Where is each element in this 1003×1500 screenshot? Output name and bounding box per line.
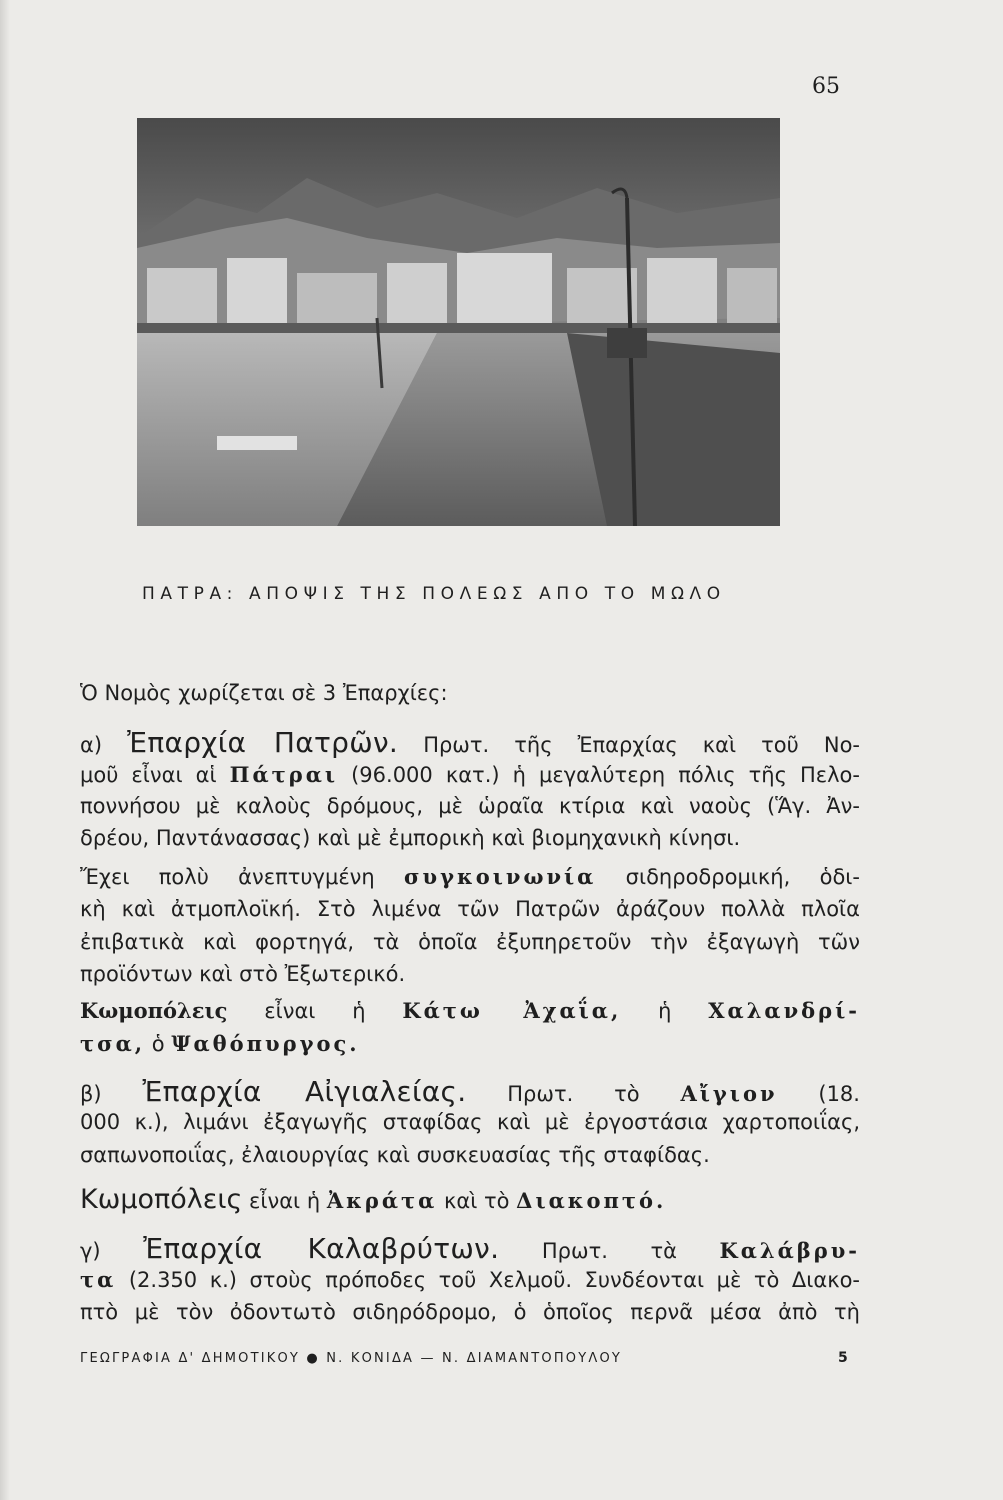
prefecture-b-heading: Ἐπαρχία Αἰγιαλείας. <box>142 1075 467 1108</box>
prefecture-a-towns-line-1: Κωμοπόλεις εἶναι ἡ Κάτω Ἀχαΐα, ἡ Χαλανδρί- <box>80 998 860 1023</box>
prefecture-b-line-1: β) Ἐπαρχία Αἰγιαλείας. Πρωτ. τὸ Αἴγιον (18. <box>80 1075 860 1108</box>
prefecture-a-line-8: προϊόντων καὶ στὸ Ἐξωτερικό. <box>80 962 406 986</box>
prefecture-a-line-3: ποννήσου μὲ καλοὺς δρόμους, μὲ ὡραῖα κτίρια καὶ ναοὺς (Ἅγ. Ἀν- <box>80 794 860 818</box>
prefecture-b-line-3: σαπωνοποιΐας, ἐλαιουργίας καὶ συσκευασίας τῆς σταφίδας. <box>80 1143 710 1167</box>
page-number: 65 <box>812 74 840 99</box>
prefecture-a-line-6: κὴ καὶ ἀτμοπλοϊκή. Στὸ λιμένα τῶν Πατρῶν ἀράζουν πολλὰ πλοῖα <box>80 897 860 921</box>
prefecture-b-towns-line: Κωμοπόλεις εἶναι ἡ Ἀκράτα καὶ τὸ Διακοπτό. <box>80 1184 667 1215</box>
prefecture-a-towns-line-2: τσα, ὁ Ψαθόπυργος. <box>80 1031 360 1056</box>
prefecture-a-line-7: ἐπιβατικὰ καὶ φορτηγά, τὰ ὁποῖα ἐξυπηρετοῦν τὴν ἐξαγωγὴ τῶν <box>80 930 860 954</box>
prefecture-c-line-2: τα (2.350 κ.) στοὺς πρόποδες τοῦ Χελμοῦ. Συνδέονται μὲ τὸ Διακο- <box>80 1267 860 1292</box>
photo-caption: ΠΑΤΡΑ: ΑΠΟΨΙΣ ΤΗΣ ΠΟΛΕΩΣ ΑΠΟ ΤΟ ΜΩΛΟ <box>142 584 726 604</box>
signature-mark: 5 <box>838 1350 848 1366</box>
prefecture-a-line-2: μοῦ εἶναι αἱ Πάτραι (96.000 κατ.) ἡ μεγαλύτερη πόλις τῆς Πελο- <box>80 762 860 787</box>
prefecture-b-line-2: 000 κ.), λιμάνι ἐξαγωγῆς σταφίδας καὶ μὲ ἐργοστάσια χαρτοποιΐας, <box>80 1110 860 1134</box>
prefecture-a-line-1: α) Ἐπαρχία Πατρῶν. Πρωτ. τῆς Ἐπαρχίας καὶ τοῦ Νο- <box>80 726 860 759</box>
intro-line: Ὁ Νομὸς χωρίζεται σὲ 3 Ἐπαρχίες: <box>80 681 448 705</box>
page-edge <box>0 0 10 1500</box>
prefecture-a-line-4: δρέου, Παντάνασσας) καὶ μὲ ἐμπορικὴ καὶ βιομηχανικὴ κίνησι. <box>80 826 741 850</box>
prefecture-c-line-3: πτὸ μὲ τὸν ὀδοντωτὸ σιδηρόδρομο, ὁ ὁποῖος περνᾶ μέσα ἀπὸ τὴ <box>80 1300 860 1324</box>
patras-harbor-photo <box>137 118 780 526</box>
prefecture-c-heading: Ἐπαρχία Καλαβρύτων. <box>143 1232 500 1265</box>
prefecture-a-line-5: Ἔχει πολὺ ἀνεπτυγμένη συγκοινωνία σιδηροδρομική, ὁδι- <box>80 864 860 889</box>
prefecture-a-heading: Ἐπαρχία Πατρῶν. <box>127 726 399 759</box>
prefecture-c-line-1: γ) Ἐπαρχία Καλαβρύτων. Πρωτ. τὰ Καλάβρυ- <box>80 1232 860 1265</box>
footer-credits: ΓΕΩΓΡΑΦΙΑ Δ' ΔΗΜΟΤΙΚΟΥ ● Ν. ΚΟΝΙΔΑ — Ν. ΔΙΑΜΑΝΤΟΠΟΥΛΟΥ <box>80 1351 623 1366</box>
